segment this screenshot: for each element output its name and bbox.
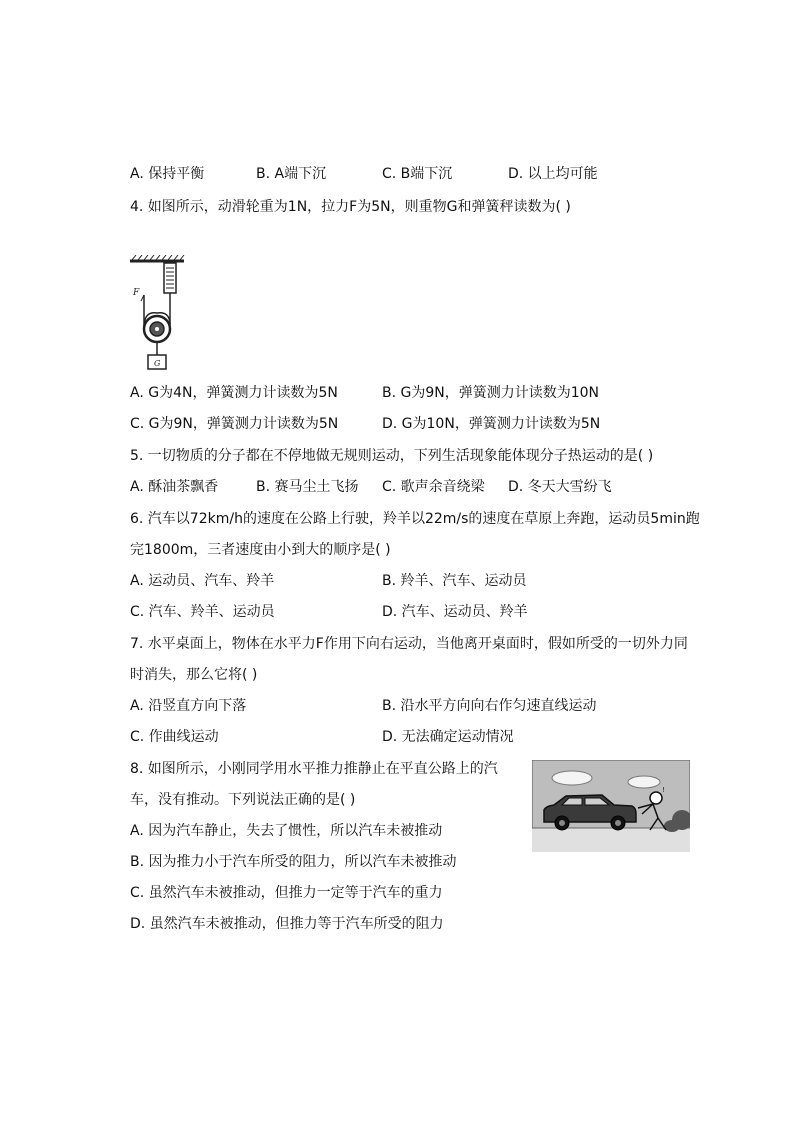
q8-option-b: B. 因为推力小于汽车所受的阻力，所以汽车未被推动: [130, 854, 457, 870]
car-push-figure: [532, 760, 690, 852]
q4-stem: 4. 如图所示，动滑轮重为1N，拉力F为5N，则重物G和弹簧秤读数为( ): [130, 199, 571, 215]
pulley-figure: [128, 255, 188, 373]
q6-option-b: B. 羚羊、汽车、运动员: [382, 573, 527, 589]
q3-option-d: D. 以上均可能: [508, 166, 598, 182]
q4-option-d: D. G为10N，弹簧测力计读数为5N: [382, 416, 601, 432]
weight-label: G: [154, 359, 161, 368]
q3-option-a: A. 保持平衡: [130, 166, 205, 182]
q8-stem-line2: 车，没有推动。下列说法正确的是( ): [130, 792, 356, 808]
ceiling-hatch: [132, 255, 184, 260]
q4-option-c: C. G为9N，弹簧测力计读数为5N: [130, 416, 339, 432]
q8-option-a: A. 因为汽车静止，失去了惯性，所以汽车未被推动: [130, 823, 443, 839]
q5-option-b: B. 赛马尘土飞扬: [256, 479, 359, 495]
q6-option-c: C. 汽车、羚羊、运动员: [130, 604, 275, 620]
q7-stem-line1: 7. 水平桌面上，物体在水平力F作用下向右运动，当他离开桌面时，假如所受的一切外力同: [130, 636, 688, 652]
q4-option-b: B. G为9N，弹簧测力计读数为10N: [382, 385, 600, 401]
q5-option-a: A. 酥油茶飘香: [130, 479, 219, 495]
force-label: F: [133, 288, 140, 298]
q8-option-c: C. 虽然汽车未被推动，但推力一定等于汽车的重力: [130, 885, 443, 901]
q3-option-c: C. B端下沉: [382, 166, 453, 182]
q6-stem-line1: 6. 汽车以72km/h的速度在公路上行驶，羚羊以22m/s的速度在草原上奔跑，运动员5min跑: [130, 511, 700, 527]
q7-stem-line2: 时消失，那么它将( ): [130, 667, 258, 683]
q7-option-c: C. 作曲线运动: [130, 729, 219, 745]
q6-stem-line2: 完1800m，三者速度由小到大的顺序是( ): [130, 542, 391, 558]
q7-option-b: B. 沿水平方向向右作匀速直线运动: [382, 698, 597, 714]
q7-option-a: A. 沿竖直方向下落: [130, 698, 247, 714]
q4-option-a: A. G为4N，弹簧测力计读数为5N: [130, 385, 338, 401]
svg-text:!: !: [662, 786, 665, 794]
q7-option-d: D. 无法确定运动情况: [382, 729, 514, 745]
q5-option-c: C. 歌声余音绕梁: [382, 479, 485, 495]
q5-stem: 5. 一切物质的分子都在不停地做无规则运动，下列生活现象能体现分子热运动的是( ): [130, 448, 654, 464]
q5-option-d: D. 冬天大雪纷飞: [508, 479, 612, 495]
q3-option-b: B. A端下沉: [256, 166, 327, 182]
q6-option-d: D. 汽车、运动员、羚羊: [382, 604, 528, 620]
q6-option-a: A. 运动员、汽车、羚羊: [130, 573, 275, 589]
q8-option-d: D. 虽然汽车未被推动，但推力等于汽车所受的阻力: [130, 916, 444, 932]
q8-stem-line1: 8. 如图所示，小刚同学用水平推力推静止在平直公路上的汽: [130, 761, 498, 777]
